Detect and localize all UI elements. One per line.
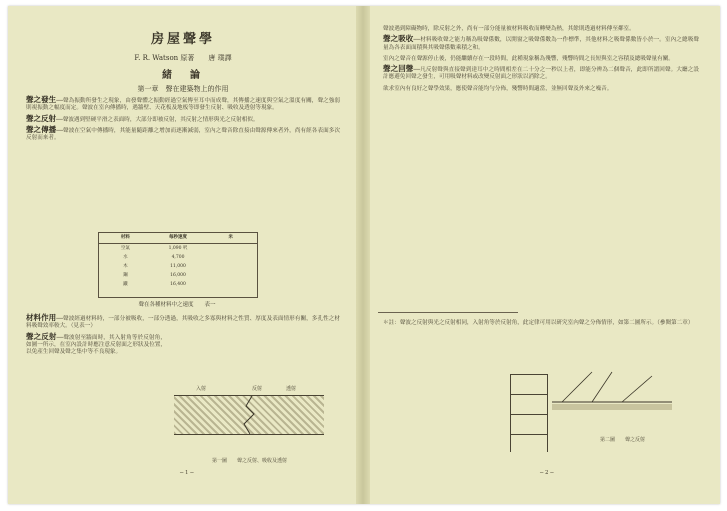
paragraph-text: ──聲波經過材料時，一部分被吸收，一部分透過，其吸收之多寡與材料之性質、厚度及表面情形有關，多孔性之材料吸聲效率較大。（見表一） — [26, 316, 340, 330]
paragraph — [383, 24, 699, 33]
reflection-diagram-icon — [552, 370, 672, 430]
figure-caption: 第二圖 聲之反射 — [600, 437, 646, 443]
scaffold-figure — [510, 374, 548, 452]
table-row — [99, 262, 257, 271]
footnote: ＊註：聲波之反射與光之反射相同，入射角等於反射角，此定律可用以研究室內聲之分佈情形，如第二圖所示。（參閱第二章） — [383, 320, 694, 326]
paragraph-lead: 聲之回聲 — [383, 64, 414, 74]
table-cell — [204, 262, 257, 271]
paragraph — [383, 35, 699, 52]
section-heading: 緒 論 — [162, 70, 204, 81]
paragraph — [383, 65, 699, 82]
paragraph-lead: 聲之傳播 — [26, 124, 57, 134]
paragraph-text: ──凡反射聲與直接聲到達耳中之時間相差在二十分之一秒以上者，即能分辨為二個聲音，此即所謂回聲。大廳之設計應避免回聲之發生，可用吸聲材料或改變反射面之形狀以消除之。 — [383, 67, 699, 81]
figure-label: 透射 — [286, 386, 297, 392]
table-cell — [204, 253, 257, 262]
table-header-cell: 每秒速度 — [169, 235, 187, 240]
speed-table — [98, 232, 258, 298]
table-cell: 16,000 — [170, 273, 186, 278]
book-gutter — [356, 6, 370, 504]
paragraph-lead: 材料作用 — [26, 313, 57, 322]
paragraph-text: ──聲波射至牆面時，其入射角等於反射角，如圖一所示，在室內設計時應注意反射面之形狀及位置，以免產生回聲及聲之集中等不良現象。 — [26, 334, 166, 356]
figure-caption: 第一圖 聲之反射、吸收及透射 — [212, 458, 288, 464]
page-number: ─ 2 ─ — [540, 470, 554, 476]
paragraph-text: 欲求室內有良好之聲學效果，應使聲音能均勻分佈，殘響時間適當，並無回聲及外來之噪音。 — [383, 85, 613, 92]
table-cell — [204, 271, 257, 280]
table-cell — [204, 280, 257, 289]
paragraph-text: ──材料吸收聲之能力稱為吸聲係數，以開窗之吸聲係數為一作標準，其他材料之吸聲係數皆小於一。室內之總吸聲量為各表面面積與其吸聲係數乘積之和。 — [383, 37, 699, 51]
paragraph — [26, 333, 166, 357]
table-caption: 聲在各種材料中之速度 表一 — [138, 302, 216, 308]
paragraph — [26, 96, 340, 113]
table-cell: 鋼 — [123, 273, 128, 278]
paragraph — [383, 84, 699, 93]
figure-label: 入射 — [196, 386, 207, 392]
table-cell: 1,090 呎 — [168, 246, 188, 251]
page-number: ─ 1 ─ — [180, 470, 194, 476]
wall-crack-icon — [174, 396, 324, 434]
paragraph-text: 室內之聲音在聲源停止後，仍能繼續存在一段時間，此種現象稱為殘響，殘響時間之長短與室之容積及總吸聲量有關。 — [383, 55, 674, 62]
paragraph-lead: 聲之發生 — [26, 95, 57, 104]
paragraph — [26, 115, 340, 124]
paragraph — [26, 126, 340, 143]
table-cell — [204, 244, 257, 253]
table-cell: 鐵 — [123, 282, 128, 287]
chapter-heading: 第一章 聲在建築物上的作用 — [137, 85, 229, 93]
paragraph-lead: 聲之反射 — [26, 331, 57, 341]
page-title: 房屋聲學 — [150, 32, 215, 47]
paragraph-text: ──聲波在空氣中傳播時，其能量隨距離之增加而逐漸減弱，室內之聲音除直接由聲源傳來者外，尚有經各表面多次反射而來者。 — [26, 127, 340, 142]
paragraph-lead: 聲之反射 — [26, 113, 56, 123]
table-header — [99, 233, 257, 244]
table-cell: 16,400 — [170, 282, 186, 287]
table-cell: 水 — [123, 255, 128, 260]
table-cell: 11,000 — [170, 264, 186, 269]
footnote-divider — [378, 312, 518, 313]
table-row — [99, 271, 257, 280]
author-byline: F. R. Watson 原著 唐 璞譯 — [134, 54, 232, 62]
left-lower-text — [18, 312, 348, 356]
paragraph-text: ──聲為振動所發生之現象，由發聲體之振動經過空氣傳至耳中而成聲，其傳播之速度與空氣之溫度有關，聲之強弱則視振動之幅度而定。聲波在室內傳播時，遇牆壁、天花板及地板等即發生反射、吸收及透射等現象。 — [26, 98, 340, 112]
paragraph — [383, 54, 699, 63]
paragraph-text: ──聲波遇到堅硬平滑之表面時，大部分即被反射，其反射之情形與光之反射相似。 — [56, 116, 259, 123]
reflection-figure — [174, 395, 324, 435]
table-row — [99, 244, 257, 253]
paragraph — [26, 314, 340, 331]
figure-label: 反射 — [252, 386, 263, 392]
paragraph-lead: 聲之吸收 — [383, 34, 414, 44]
table-cell: 空氣 — [120, 246, 130, 251]
table-row — [99, 253, 257, 262]
table-header-cell: 材料 — [120, 235, 130, 240]
table-header-cell: 米 — [228, 235, 233, 240]
table-row — [99, 280, 257, 289]
paragraph-text: 聲波遇到障礙物時，除反射之外，尚有一部分能量被材料吸收而轉變為熱，其餘則透過材料傳至鄰室。 — [383, 26, 635, 32]
table-cell: 4,700 — [171, 255, 185, 260]
table-cell: 木 — [123, 264, 128, 269]
